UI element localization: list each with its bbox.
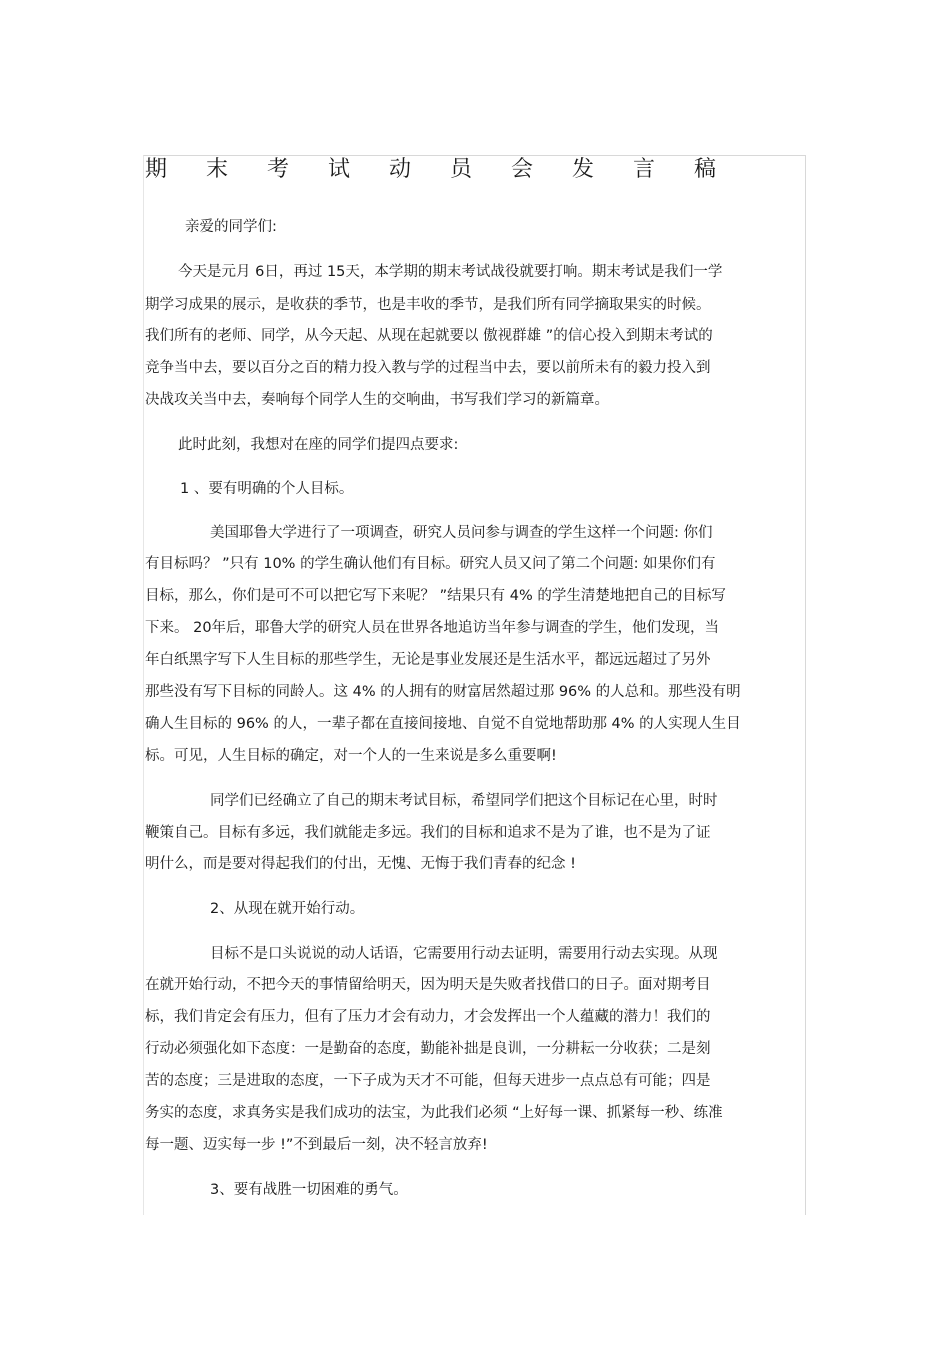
- paragraph-line: 此时此刻，我想对在座的同学们提四点要求:: [178, 437, 459, 453]
- greeting: 亲爱的同学们:: [185, 219, 277, 235]
- paragraph-line: 标。可见，人生目标的确定，对一个人的一生来说是多么重要啊!: [145, 748, 557, 764]
- paragraph-line: 每一题、迈实每一步 !”不到最后一刻，决不轻言放弃!: [145, 1137, 488, 1153]
- paragraph-line: 目标，那么，你们是可不可以把它写下来呢？ ”结果只有 4% 的学生清楚地把自己的目标写: [145, 588, 726, 604]
- paragraph-line: 下来。 20年后，耶鲁大学的研究人员在世界各地追访当年参与调查的学生，他们发现，当: [145, 620, 720, 636]
- paragraph-line: 同学们已经确立了自己的期末考试目标，希望同学们把这个目标记在心里，时时: [210, 793, 718, 809]
- paragraph-line: 在就开始行动，不把今天的事情留给明天，因为明天是失败者找借口的日子。面对期考目: [145, 977, 711, 993]
- section-heading: 3、要有战胜一切困难的勇气。: [210, 1182, 408, 1198]
- paragraph-line: 鞭策自己。目标有多远，我们就能走多远。我们的目标和追求不是为了谁，也不是为了证: [145, 825, 711, 841]
- paragraph-line: 苦的态度；三是进取的态度，一下子成为天才不可能，但每天进步一点点总有可能；四是: [145, 1073, 711, 1089]
- paragraph-line: 年白纸黑字写下人生目标的那些学生，无论是事业发展还是生活水平，都远远超过了另外: [145, 652, 711, 668]
- paragraph-line: 美国耶鲁大学进行了一项调查，研究人员问参与调查的学生这样一个问题: 你们: [210, 525, 713, 541]
- paragraph-line: 竞争当中去，要以百分之百的精力投入教与学的过程当中去，要以前所未有的毅力投入到: [145, 360, 711, 376]
- paragraph-line: 标，我们肯定会有压力，但有了压力才会有动力，才会发挥出一个人蕴藏的潜力！我们的: [145, 1009, 711, 1025]
- paragraph-line: 我们所有的老师、同学，从今天起、从现在起就要以 傲视群雄 ”的信心投入到期末考试的: [145, 328, 713, 344]
- document-title: 期末考试动员会发言稿: [145, 157, 756, 182]
- paragraph-line: 明什么，而是要对得起我们的付出，无愧、无悔于我们青春的纪念 !: [145, 856, 576, 872]
- paragraph-line: 期学习成果的展示，是收获的季节，也是丰收的季节，是我们所有同学摘取果实的时候。: [145, 297, 711, 313]
- paragraph-line: 目标不是口头说说的动人话语，它需要用行动去证明，需要用行动去实现。从现: [210, 946, 718, 962]
- section-heading: 1 、要有明确的个人目标。: [180, 481, 354, 497]
- paragraph-line: 有目标吗？ ”只有 10% 的学生确认他们有目标。研究人员又问了第二个问题: 如果你们有: [145, 556, 716, 572]
- paragraph-line: 决战攻关当中去，奏响每个同学人生的交响曲，书写我们学习的新篇章。: [145, 392, 609, 408]
- section-heading: 2、从现在就开始行动。: [210, 901, 365, 917]
- paragraph-line: 那些没有写下目标的同龄人。这 4% 的人拥有的财富居然超过那 96% 的人总和。那些没有明: [145, 684, 741, 700]
- paragraph-line: 确人生目标的 96% 的人，一辈子都在直接间接地、自觉不自觉地帮助那 4% 的人实现人生目: [145, 716, 741, 732]
- paragraph-line: 今天是元月 6日，再过 15天，本学期的期末考试战役就要打响。期末考试是我们一学: [178, 264, 723, 280]
- paragraph-line: 务实的态度，求真务实是我们成功的法宝，为此我们必须 “上好每一课、抓紧每一秒、练准: [145, 1105, 723, 1121]
- paragraph-line: 行动必须强化如下态度：一是勤奋的态度，勤能补拙是良训，一分耕耘一分收获；二是刻: [145, 1041, 711, 1057]
